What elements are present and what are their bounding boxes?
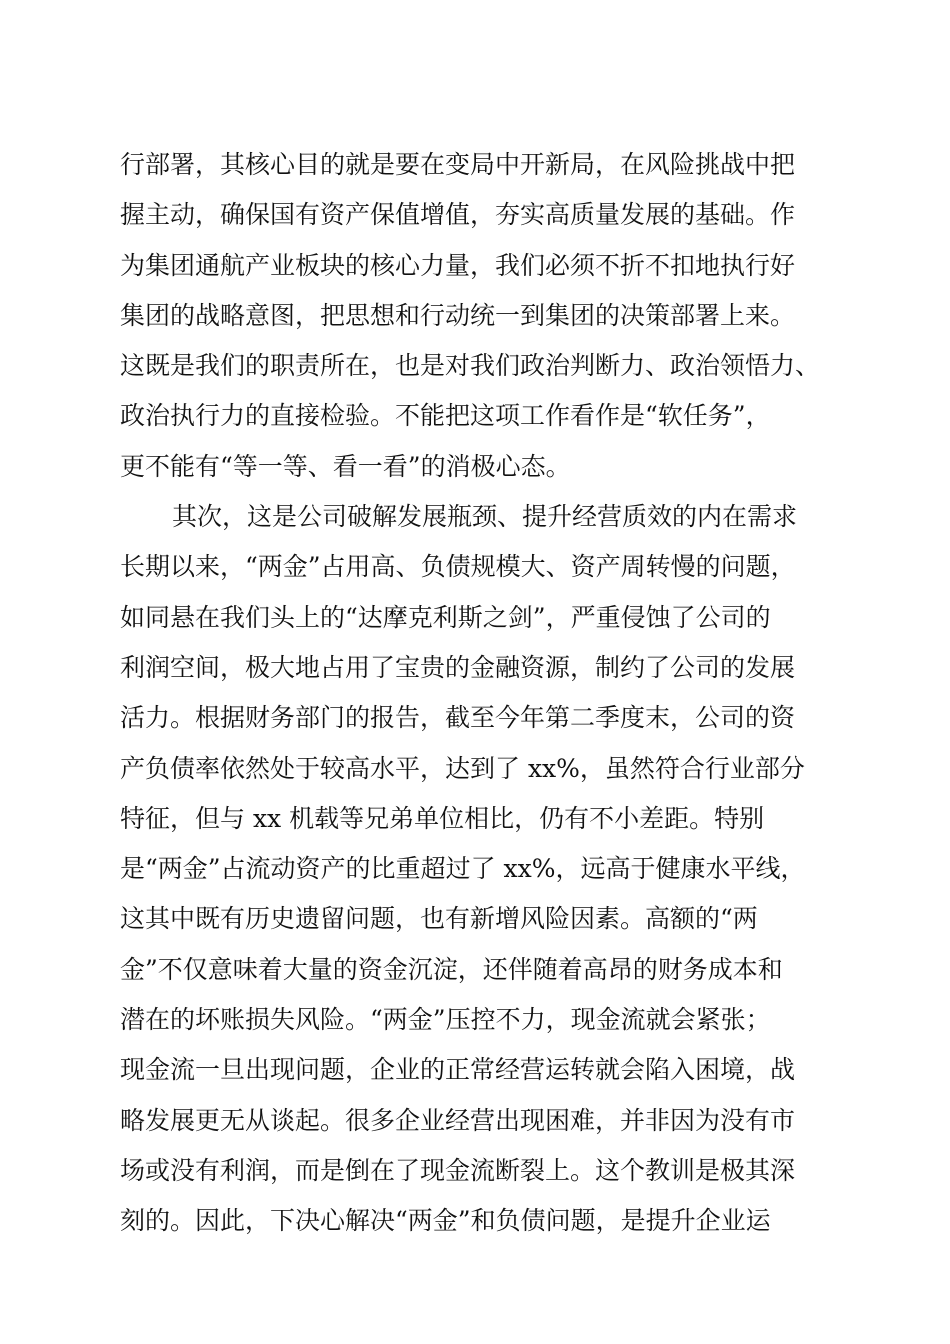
text-line-15: 是“两金”占流动资产的比重超过了 xx%，远高于健康水平线，: [120, 854, 806, 884]
text-line-13: 产负债率依然处于较高水平，达到了 xx%，虽然符合行业部分: [120, 753, 805, 783]
text-line-16: 这其中既有历史遗留问题，也有新增风险因素。高额的“两: [120, 904, 758, 934]
text-line-12: 活力。根据财务部门的报告，截至今年第二季度末，公司的资: [120, 703, 796, 733]
text-line-19: 现金流一旦出现问题，企业的正常经营运转就会陷入困境，战: [120, 1055, 796, 1085]
text-line-9: 长期以来，“两金”占用高、负债规模大、资产周转慢的问题，: [120, 552, 796, 582]
document-body: [120, 140, 840, 1247]
text-line-18: 潜在的坏账损失风险。“两金”压控不力，现金流就会紧张；: [120, 1005, 771, 1035]
text-line-10: 如同悬在我们头上的“达摩克利斯之剑”，严重侵蚀了公司的: [120, 602, 771, 632]
text-line-2: 握主动，确保国有资产保值增值，夯实高质量发展的基础。作: [120, 200, 796, 230]
text-line-17: 金”不仅意味着大量的资金沉淀，还伴随着高昂的财务成本和: [120, 954, 783, 984]
text-line-14: 特征，但与 xx 机载等兄弟单位相比，仍有不小差距。特别: [120, 803, 765, 833]
text-line-21: 场或没有利润，而是倒在了现金流断裂上。这个教训是极其深: [120, 1155, 796, 1185]
text-line-1: 行部署，其核心目的就是要在变局中开新局，在风险挑战中把: [120, 150, 796, 179]
text-line-3: 为集团通航产业板块的核心力量，我们必须不折不扣地执行好: [120, 250, 796, 280]
text-line-6: 政治执行力的直接检验。不能把这项工作看作是“软任务”，: [120, 401, 771, 431]
text-line-22: 刻的。因此，下决心解决“两金”和负债问题，是提升企业运: [120, 1206, 771, 1236]
text-line-20: 略发展更无从谈起。很多企业经营出现困难，并非因为没有市: [120, 1105, 796, 1135]
text-line-5: 这既是我们的职责所在，也是对我们政治判断力、政治领悟力、: [120, 351, 821, 381]
text-line-11: 利润空间，极大地占用了宝贵的金融资源，制约了公司的发展: [120, 652, 796, 682]
paragraph-heading-line: 其次，这是公司破解发展瓶颈、提升经营质效的内在需求: [172, 502, 798, 532]
text-line-7: 更不能有“等一等、看一看”的消极心态。: [120, 451, 571, 481]
text-line-4: 集团的战略意图，把思想和行动统一到集团的决策部署上来。: [120, 300, 796, 330]
